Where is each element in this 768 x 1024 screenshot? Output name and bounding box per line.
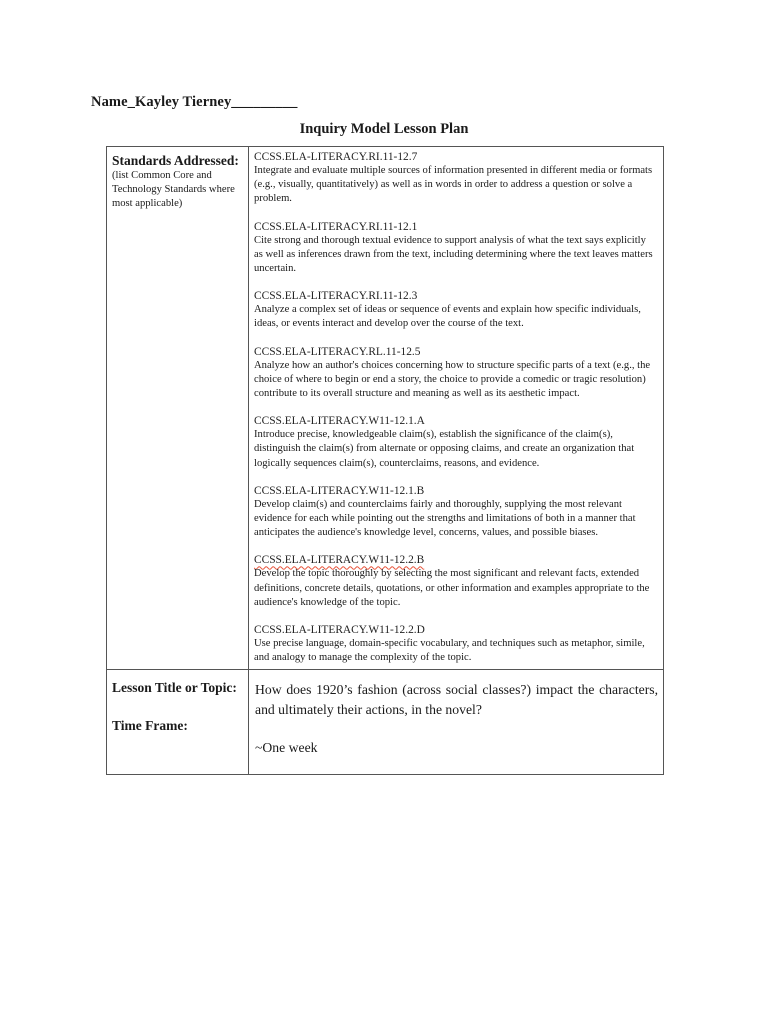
standards-sublabel: (list Common Core and Technology Standards where most applicable) — [112, 170, 235, 209]
lesson-title-label: Lesson Title or Topic: — [112, 680, 237, 696]
standard-code: CCSS.ELA-LITERACY.W11-12.1.B — [254, 484, 425, 497]
standard-code: CCSS.ELA-LITERACY.W11-12.2.D — [254, 624, 425, 637]
standard-code: CCSS.ELA-LITERACY.RL.11-12.5 — [254, 345, 421, 358]
lesson-title-value: How does 1920’s fashion (across social classes?) impact the characters, and ultimately their actions, in the novel? — [255, 682, 658, 718]
standard-code: CCSS.ELA-LITERACY.W11-12.2.B — [254, 554, 425, 567]
standard-item — [254, 414, 657, 471]
standards-label: Standards Addressed: — [112, 153, 239, 168]
standard-code: CCSS.ELA-LITERACY.RI.11-12.7 — [254, 151, 418, 163]
document-title: Inquiry Model Lesson Plan — [299, 121, 469, 137]
standard-text: Analyze a complex set of ideas or sequence of events and explain how specific individuals, ideas, or events interact and develop over the course of the text. — [254, 304, 641, 330]
standard-text: Develop the topic thoroughly by selecting the most significant and relevant facts, extended definitions, concrete details, quotations, or other information and examples appropriate to the audience's knowledge of the topic. — [254, 568, 650, 608]
standard-code: CCSS.ELA-LITERACY.W11-12.1.A — [254, 415, 425, 428]
standards-content-cell — [249, 147, 664, 670]
standard-item — [254, 289, 657, 331]
student-name: Name_Kayley Tierney_________ — [91, 94, 298, 110]
standard-item — [254, 345, 657, 402]
standard-code: CCSS.ELA-LITERACY.RI.11-12.1 — [254, 220, 418, 233]
standard-text: Use precise language, domain-specific vocabulary, and techniques such as metaphor, simile, and analogy to manage the complexity of the topic. — [254, 638, 645, 664]
standard-item — [254, 484, 657, 541]
standards-row — [107, 147, 664, 670]
standard-item — [254, 553, 657, 610]
time-frame-label: Time Frame: — [112, 718, 188, 734]
lesson-content-cell — [249, 670, 664, 775]
lesson-plan-table — [106, 146, 664, 775]
lesson-label-cell — [107, 670, 249, 775]
standard-text: Introduce precise, knowledgeable claim(s), establish the significance of the claim(s), distinguish the claim(s) from alternate or opposing claims, and create an organization that logically sequences claim(s), counterclaims, reasons, and evidence. — [254, 429, 635, 469]
standard-text: Cite strong and thorough textual evidence to support analysis of what the text says explicitly as well as inferences drawn from the text, including determining where the text leaves matters uncertain. — [254, 234, 653, 275]
standard-text: Develop claim(s) and counterclaims fairly and thoroughly, supplying the most relevant evidence for each while pointing out the strengths and limitations of both in a manner that anticipates the audience's knowledge level, concerns, values, and possible biases. — [254, 498, 636, 539]
standard-item — [254, 150, 657, 207]
standard-text: Integrate and evaluate multiple sources of information presented in different media or formats (e.g., visually, quantitatively) as well as in words in order to address a question or solve a problem. — [254, 165, 653, 205]
lesson-row — [107, 670, 664, 775]
standards-label-cell — [107, 147, 249, 670]
standard-text: Analyze how an author's choices concerning how to structure specific parts of a text (e.g., the choice of where to begin or end a story, the choice to provide a comedic or tragic resolution) contribute to its overall structure and meaning as well as its aesthetic impact. — [254, 359, 651, 400]
standard-code: CCSS.ELA-LITERACY.RI.11-12.3 — [254, 290, 418, 303]
standard-item — [254, 220, 657, 277]
time-frame-value: ~One week — [255, 740, 318, 756]
standard-item — [254, 623, 657, 665]
